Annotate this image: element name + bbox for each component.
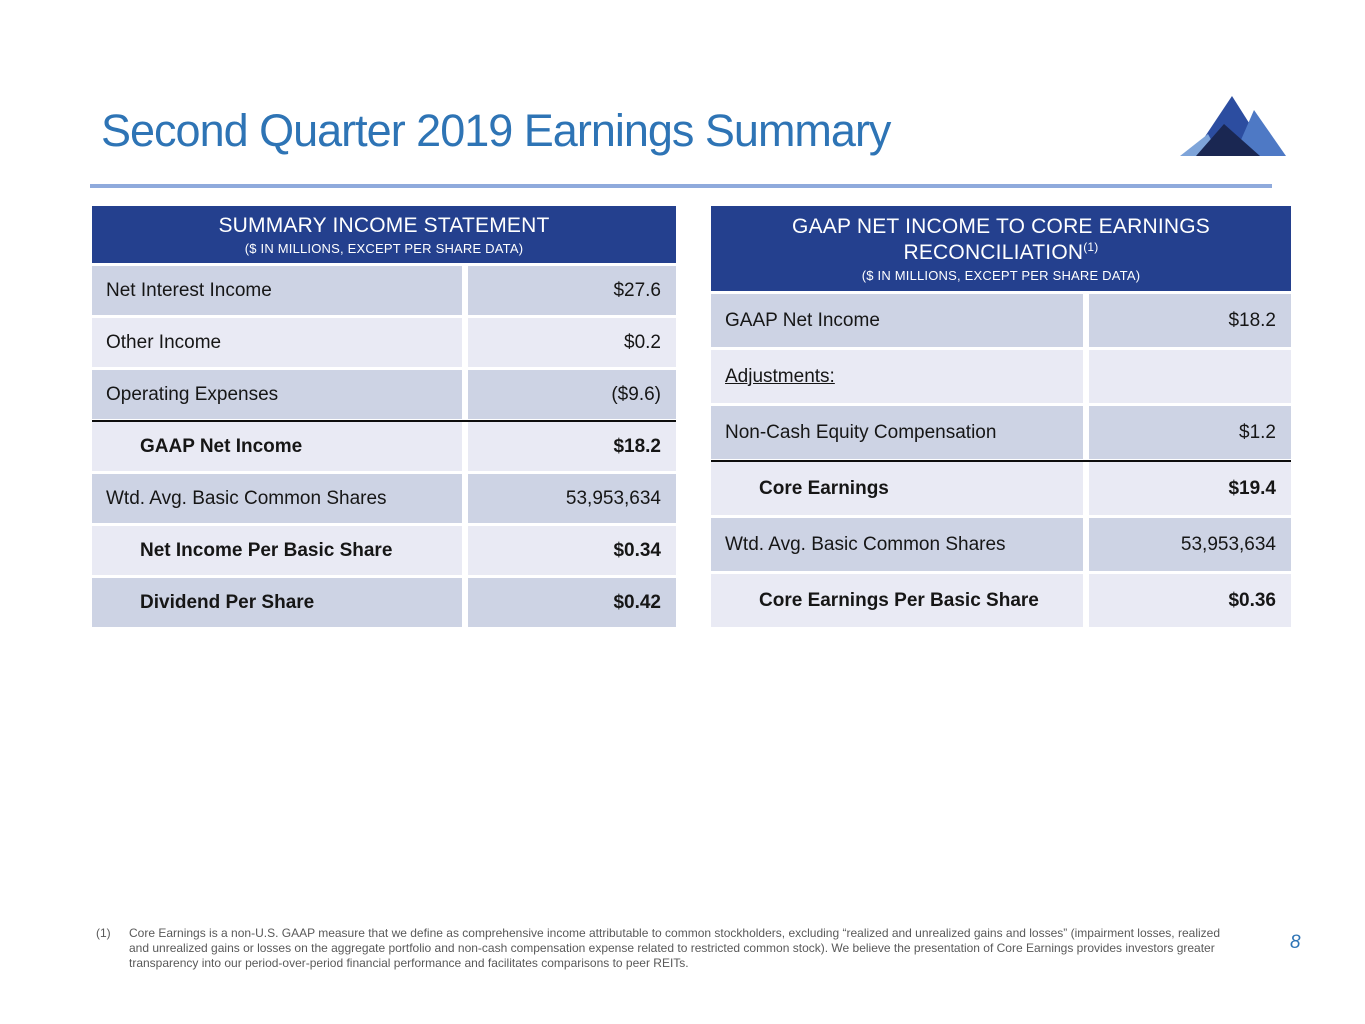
row-label: Adjustments: (711, 350, 1083, 403)
summary-income-statement-table (92, 206, 676, 627)
row-label: Other Income (92, 318, 462, 367)
page-title: Second Quarter 2019 Earnings Summary (101, 105, 891, 156)
footnote-reference: (1) (1083, 240, 1099, 254)
table-body (92, 266, 676, 627)
row-label: GAAP Net Income (92, 422, 462, 471)
table-body (711, 294, 1291, 627)
table-title: GAAP NET INCOME TO CORE EARNINGS RECONCILIATION$^{(1)}$ (792, 214, 1210, 264)
table-row (92, 578, 676, 627)
table-row (711, 406, 1291, 459)
page-number: 8 (1290, 932, 1301, 953)
row-label: Non-Cash Equity Compensation (711, 406, 1083, 459)
row-label: Wtd. Avg. Basic Common Shares (711, 518, 1083, 571)
table-row (711, 574, 1291, 627)
row-value: $0.34 (468, 526, 676, 575)
table-row (711, 294, 1291, 347)
gaap-to-core-earnings-reconciliation-table (711, 206, 1291, 627)
table-subtitle: ($ IN MILLIONS, EXCEPT PER SHARE DATA) (244, 241, 524, 257)
table-row (92, 474, 676, 523)
table-row (711, 350, 1291, 403)
row-value: $27.6 (468, 266, 676, 315)
table-row (711, 518, 1291, 571)
table-header (92, 206, 676, 263)
table-row (92, 420, 676, 471)
row-label: Operating Expenses (92, 370, 462, 419)
mountain-logo-icon (1174, 88, 1304, 158)
table-header (711, 206, 1291, 291)
row-value: 53,953,634 (468, 474, 676, 523)
row-value: $0.42 (468, 578, 676, 627)
row-value: $19.4 (1089, 462, 1291, 515)
row-value: ($9.6) (468, 370, 676, 419)
table-subtitle: ($ IN MILLIONS, EXCEPT PER SHARE DATA) (861, 268, 1141, 284)
row-value: 53,953,634 (1089, 518, 1291, 571)
row-label: Wtd. Avg. Basic Common Shares (92, 474, 462, 523)
footnote (96, 926, 1236, 971)
row-value: $0.2 (468, 318, 676, 367)
row-value: $18.2 (468, 422, 676, 471)
table-row (92, 526, 676, 575)
row-label: GAAP Net Income (711, 294, 1083, 347)
row-label: Core Earnings Per Basic Share (711, 574, 1083, 627)
row-value (1089, 350, 1291, 403)
title-underline (90, 184, 1272, 188)
row-label: Net Income Per Basic Share (92, 526, 462, 575)
row-label: Core Earnings (711, 462, 1083, 515)
row-label: Net Interest Income (92, 266, 462, 315)
table-title: SUMMARY INCOME STATEMENT (218, 213, 550, 237)
table-row (711, 460, 1291, 515)
row-value: $1.2 (1089, 406, 1291, 459)
row-value: $0.36 (1089, 574, 1291, 627)
table-row (92, 370, 676, 419)
row-value: $18.2 (1089, 294, 1291, 347)
row-label: Dividend Per Share (92, 578, 462, 627)
footnote-text: Core Earnings is a non-U.S. GAAP measure that we define as comprehensive income attributable to common stockholders, excluding “realized and unrealized gains and losses” (impairment losses, realized and unrealized gains or losses on the aggregate portfolio and non-cash compensation expense related to restricted common stock). We believe the presentation of Core Earnings provides investors greater transparency into our period-over-period financial performance and facilitates comparisons to peer REITs. (129, 926, 1220, 970)
table-row (92, 266, 676, 315)
table-row (92, 318, 676, 367)
footnote-marker: (1) (96, 926, 111, 940)
